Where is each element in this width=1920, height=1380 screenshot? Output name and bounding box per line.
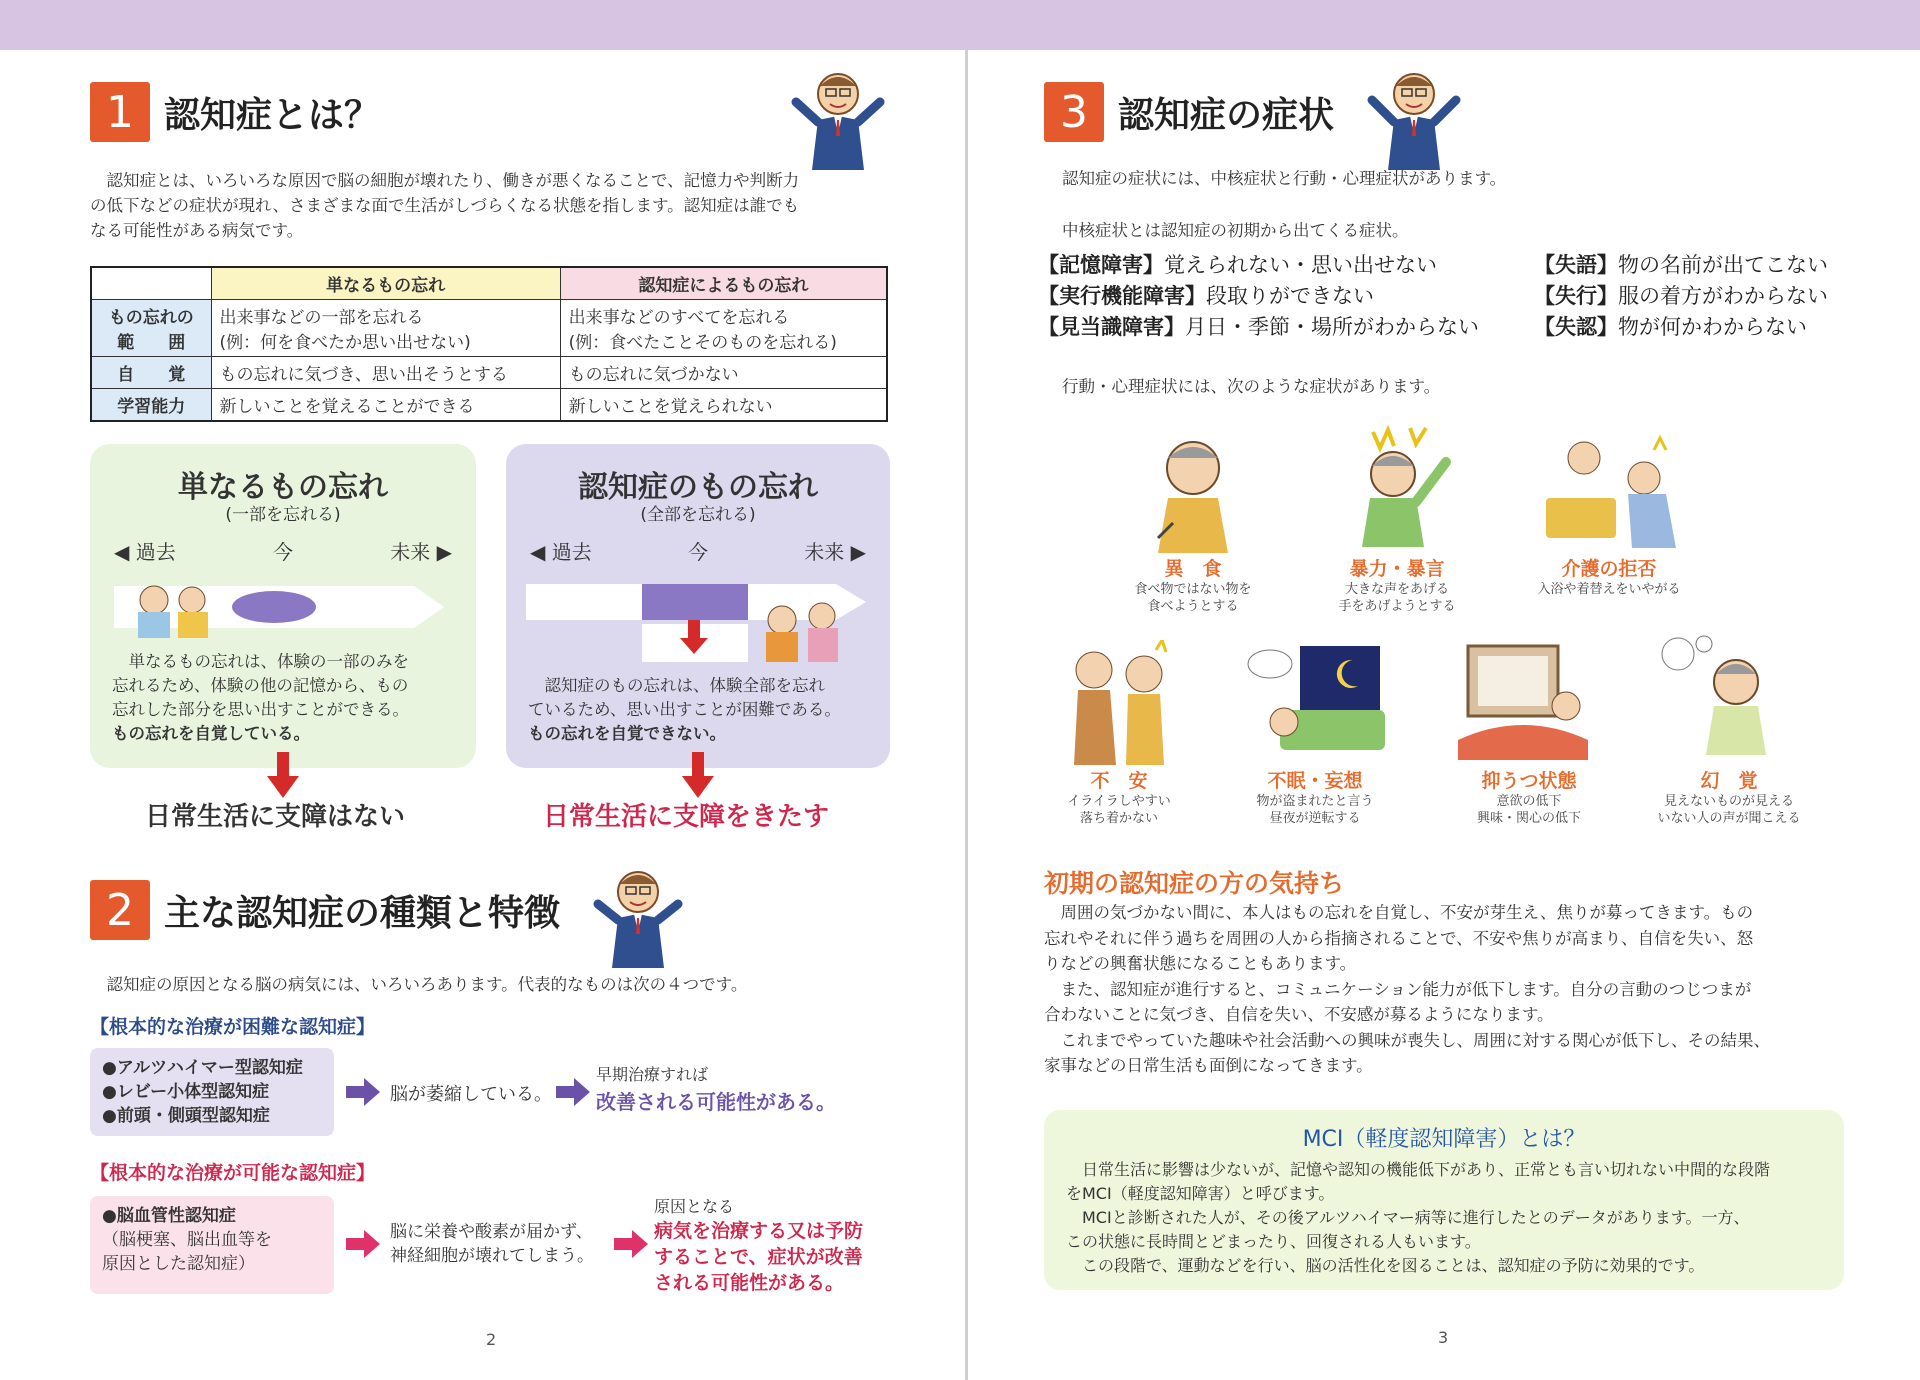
right-arrow-icon [614,1230,648,1258]
list-item: 原因とした認知症） [102,1254,255,1274]
cell-line: (例：食べたことそのものを忘れる) [568,333,837,353]
past-label: 過去 [135,540,176,564]
down-arrow-icon [682,752,714,798]
symptom-name: 不眠・妄想 [1267,770,1363,792]
doctor-mascot-icon [588,860,688,970]
feelings-line: これまでやっていた趣味や社会活動への興味が喪失し、周囲に対する関心が低下し、その結果、 [1044,1030,1770,1050]
desc-line: 単なるもの忘れは、体験の一部のみを [112,652,409,671]
cell-line: 出来事などのすべてを忘れる [568,308,790,328]
dementia-conclusion: 日常生活に支障をきたす [543,802,830,832]
feelings-line: 家事などの日常生活も面倒になってきます。 [1044,1056,1373,1075]
row-header: 学習能力 [91,389,211,422]
desc-line: 認知症のもの忘れは、体験全部を忘れ [528,676,825,695]
care-refusal-illustration-icon [1536,428,1686,553]
right-arrow-icon [556,1078,590,1106]
core-symptoms-left [1038,250,1479,343]
symptom-desc: 落ち着かない [1079,811,1158,826]
past-label: 過去 [551,540,592,564]
mci-body [1066,1158,1826,1278]
dementia-forgetfulness-panel [506,444,890,768]
core-value: 服の着方がわからない [1618,284,1828,308]
desc-line: ているため、思い出すことが困難である。 [528,700,841,719]
symptom-name: 不 安 [1090,770,1148,792]
list-item: （脳梗塞、脳出血等を [102,1230,272,1250]
timeline-future: 未来 ▶ [390,540,452,564]
feelings-line: 周囲の気づかない間に、本人はもの忘れを自覚し、不安が芽生え、焦りが募ってきます。もの [1044,903,1754,922]
core-symptoms-right [1534,250,1828,343]
page-number: 3 [1438,1328,1449,1347]
core-item [1534,281,1828,312]
core-item [1534,250,1828,281]
timeline-now: 今 [688,540,708,564]
violence-illustration-icon [1318,422,1468,547]
mci-line: この段階で、運動などを行い、脳の活性化を図ることは、認知症の予防に効果的です。 [1066,1256,1705,1275]
memory-loss-graphic [526,570,876,664]
symptom-item [1098,554,1288,615]
core-value: 物が何かわからない [1618,315,1807,339]
core-key: 【失語】 [1534,253,1618,277]
core-item [1038,312,1479,343]
bpsd-intro: 行動・心理症状には、次のような症状があります。 [1062,377,1441,396]
section1-intro [90,168,890,243]
section3-intro: 認知症の症状には、中核症状と行動・心理症状があります。 [1062,169,1507,188]
symptom-desc: 興味・関心の低下 [1476,811,1581,826]
panel-subtitle: (一部を忘れる) [225,505,341,525]
anxiety-illustration-icon [1044,640,1194,765]
simple-conclusion: 日常生活に支障はない [145,802,406,832]
section-number: 2 [90,880,150,940]
row-header-line: 範 囲 [117,333,186,353]
section3-heading [1044,82,1334,142]
symptom-item [1024,766,1214,827]
result-bold: 改善される可能性がある。 [596,1090,836,1114]
row-header-line: もの忘れの [108,308,194,328]
memory-timeline-graphic [114,572,454,642]
core-value: 段取りができない [1206,284,1374,308]
doctor-mascot-icon [1364,62,1464,172]
hallucination-illustration-icon [1648,630,1798,755]
symptom-name: 幻 覚 [1700,770,1758,792]
table-corner [91,267,211,300]
desc-line: 忘れるため、体験の他の記憶から、もの [112,676,409,695]
cause-text: 脳が萎縮している。 [390,1084,552,1105]
core-value: 覚えられない・思い出せない [1164,253,1437,277]
timeline-past: ◀ 過去 [114,540,176,564]
doctor-mascot-icon [788,62,888,172]
col-header-dementia: 認知症によるもの忘れ [560,267,887,300]
symptom-desc: 昼夜が逆転する [1269,811,1361,826]
panel-title: 単なるもの忘れ [178,470,388,505]
result-line: 病気を治療する又は予防 [654,1220,864,1242]
symptom-desc: 意欲の低下 [1496,794,1562,809]
result-small: 原因となる [654,1197,735,1216]
core-key: 【実行機能障害】 [1038,284,1206,308]
table-cell [211,300,560,357]
panel-subtitle: (全部を忘れる) [640,505,756,525]
right-arrow-icon [346,1078,380,1106]
table-cell: もの忘れに気づき、思い出そうとする [211,357,560,389]
left-page [0,50,965,1380]
symptom-desc: いない人の声が聞こえる [1657,811,1801,826]
mci-line: をMCI（軽度認知障害）と呼びます。 [1066,1184,1335,1203]
timeline-future: 未来 ▶ [804,540,866,564]
insomnia-illustration-icon [1240,640,1390,765]
col-header-simple: 単なるもの忘れ [211,267,560,300]
feelings-heading: 初期の認知症の方の気持ち [1044,869,1345,898]
result-bold [654,1218,863,1296]
symptom-item [1302,554,1492,615]
symptom-desc: 大きな声をあげる [1344,582,1449,597]
cause-line: 神経細胞が壊れてしまう。 [390,1246,594,1266]
panel-description [112,650,460,746]
section2-intro: 認知症の原因となる脳の病気には、いろいろあります。代表的なものは次の４つです。 [90,975,748,994]
list-item: ●レビー小体型認知症 [102,1082,270,1102]
category-label-treatable: 【根本的な治療が可能な認知症】 [90,1162,376,1184]
core-key: 【見当識障害】 [1038,315,1185,339]
section2-heading [90,880,560,940]
timeline-labels [530,536,866,565]
list-item: ●前頭・側頭型認知症 [102,1106,270,1126]
symptom-desc: イライラしやすい [1067,794,1171,809]
core-key: 【失認】 [1534,315,1618,339]
future-label: 未来 [804,540,845,564]
mci-title: MCI（軽度認知障害）とは？ [1302,1127,1586,1152]
intro-line: の低下などの症状が現れ、さまざまな面で生活がしづらくなる状態を指します。認知症は誰でも [90,196,800,215]
intro-line: なる可能性がある病気です。 [90,221,304,240]
treatable-dementia-list [90,1196,334,1294]
section-number: 3 [1044,82,1104,142]
core-item [1534,312,1828,343]
timeline-now: 今 [273,540,293,564]
desc-bold: もの忘れを自覚している。 [112,724,310,743]
depression-illustration-icon [1448,640,1598,765]
core-item [1038,281,1479,312]
symptom-item [1434,766,1624,827]
table-cell: もの忘れに気づかない [560,357,887,389]
mci-line: この状態に長時間とどまったり、回復される人もいます。 [1066,1232,1481,1251]
core-key: 【失行】 [1534,284,1618,308]
table-cell: 新しいことを覚えられない [560,389,887,422]
symptom-desc: 食べようとする [1147,599,1239,614]
symptom-item [1634,766,1824,827]
table-row [91,357,887,389]
section-title: 認知症の症状 [1118,94,1335,136]
page-number: 2 [486,1330,497,1349]
timeline-labels [114,536,452,565]
desc-line: 忘れした部分を思い出すことができる。 [112,700,409,719]
simple-forgetfulness-panel [90,444,476,768]
symptom-desc: 物が盗まれたと言う [1256,794,1374,809]
result-line: される可能性がある。 [654,1272,845,1294]
mci-line: MCIと診断された人が、その後アルツハイマー病等に進行したとのデータがあります。一方、 [1066,1208,1750,1227]
top-band [0,0,1920,50]
core-key: 【記憶障害】 [1038,253,1164,277]
category-label-difficult: 【根本的な治療が困難な認知症】 [90,1016,376,1038]
right-arrow-icon [346,1230,380,1258]
symptom-name: 暴力・暴言 [1349,558,1445,580]
cause-text [390,1220,594,1268]
symptom-name: 異 食 [1164,558,1222,580]
symptom-item [1220,766,1410,827]
feelings-line: 合わないことに気づき、自信を失い、不安感が募るようになります。 [1044,1005,1554,1024]
symptom-desc: 見えないものが見える [1663,794,1794,809]
cause-line: 脳に栄養や酸素が届かず、 [390,1222,593,1242]
section1-heading [90,82,380,142]
difficult-dementia-list [90,1048,334,1136]
row-header [91,300,211,357]
pica-illustration-icon [1118,428,1268,553]
table-row [91,389,887,422]
future-label: 未来 [390,540,431,564]
feelings-line: りなどの興奮状態になることもあります。 [1044,954,1357,973]
core-value: 物の名前が出てこない [1618,253,1828,277]
feelings-line: 忘れやそれに伴う過ちを周囲の人から指摘されることで、不安や焦りが高まり、自信を失い、怒 [1044,928,1754,948]
symptom-desc: 食べ物ではない物を [1134,582,1252,597]
table-cell [560,300,887,357]
cell-line: (例：何を食べたか思い出せない) [219,333,471,353]
cell-line: 出来事などの一部を忘れる [219,308,424,328]
mci-line: 日常生活に影響は少ないが、記憶や認知の機能低下があり、正常とも言い切れない中間的な段階 [1066,1160,1771,1179]
row-header: 自 覚 [91,357,211,389]
section-title: 認知症とは？ [164,94,381,136]
core-item [1038,250,1479,281]
symptom-name: 介護の拒否 [1561,558,1657,580]
feelings-body [1044,900,1844,1079]
core-value: 月日・季節・場所がわからない [1185,315,1479,339]
result-small: 早期治療すれば [596,1065,709,1084]
table-header-row [91,267,887,300]
list-item: ●アルツハイマー型認知症 [102,1058,303,1078]
section-number: 1 [90,82,150,142]
timeline-past: ◀ 過去 [530,540,592,564]
core-symptom-intro: 中核症状とは認知症の初期から出てくる症状。 [1062,221,1409,240]
symptom-name: 抑うつ状態 [1481,770,1577,792]
table-row [91,300,887,357]
mci-info-box [1044,1110,1844,1290]
table-cell: 新しいことを覚えることができる [211,389,560,422]
feelings-line: また、認知症が進行すると、コミュニケーション能力が低下します。自分の言動のつじつまが [1044,979,1752,999]
panel-description [528,674,874,746]
down-arrow-icon [267,752,299,798]
desc-bold: もの忘れを自覚できない。 [528,724,726,743]
symptom-desc: 入浴や着替えをいやがる [1537,582,1681,597]
section-title: 主な認知症の種類と特徴 [164,892,561,934]
panel-title: 認知症のもの忘れ [578,470,818,505]
list-item: ●脳血管性認知症 [102,1206,236,1226]
symptom-desc: 手をあげようとする [1338,599,1456,614]
comparison-table [90,266,888,422]
intro-line: 認知症とは、いろいろな原因で脳の細胞が壊れたり、働きが悪くなることで、記憶力や判断力 [90,171,800,190]
symptom-item [1514,554,1704,598]
result-line: することで、症状が改善 [654,1246,863,1268]
